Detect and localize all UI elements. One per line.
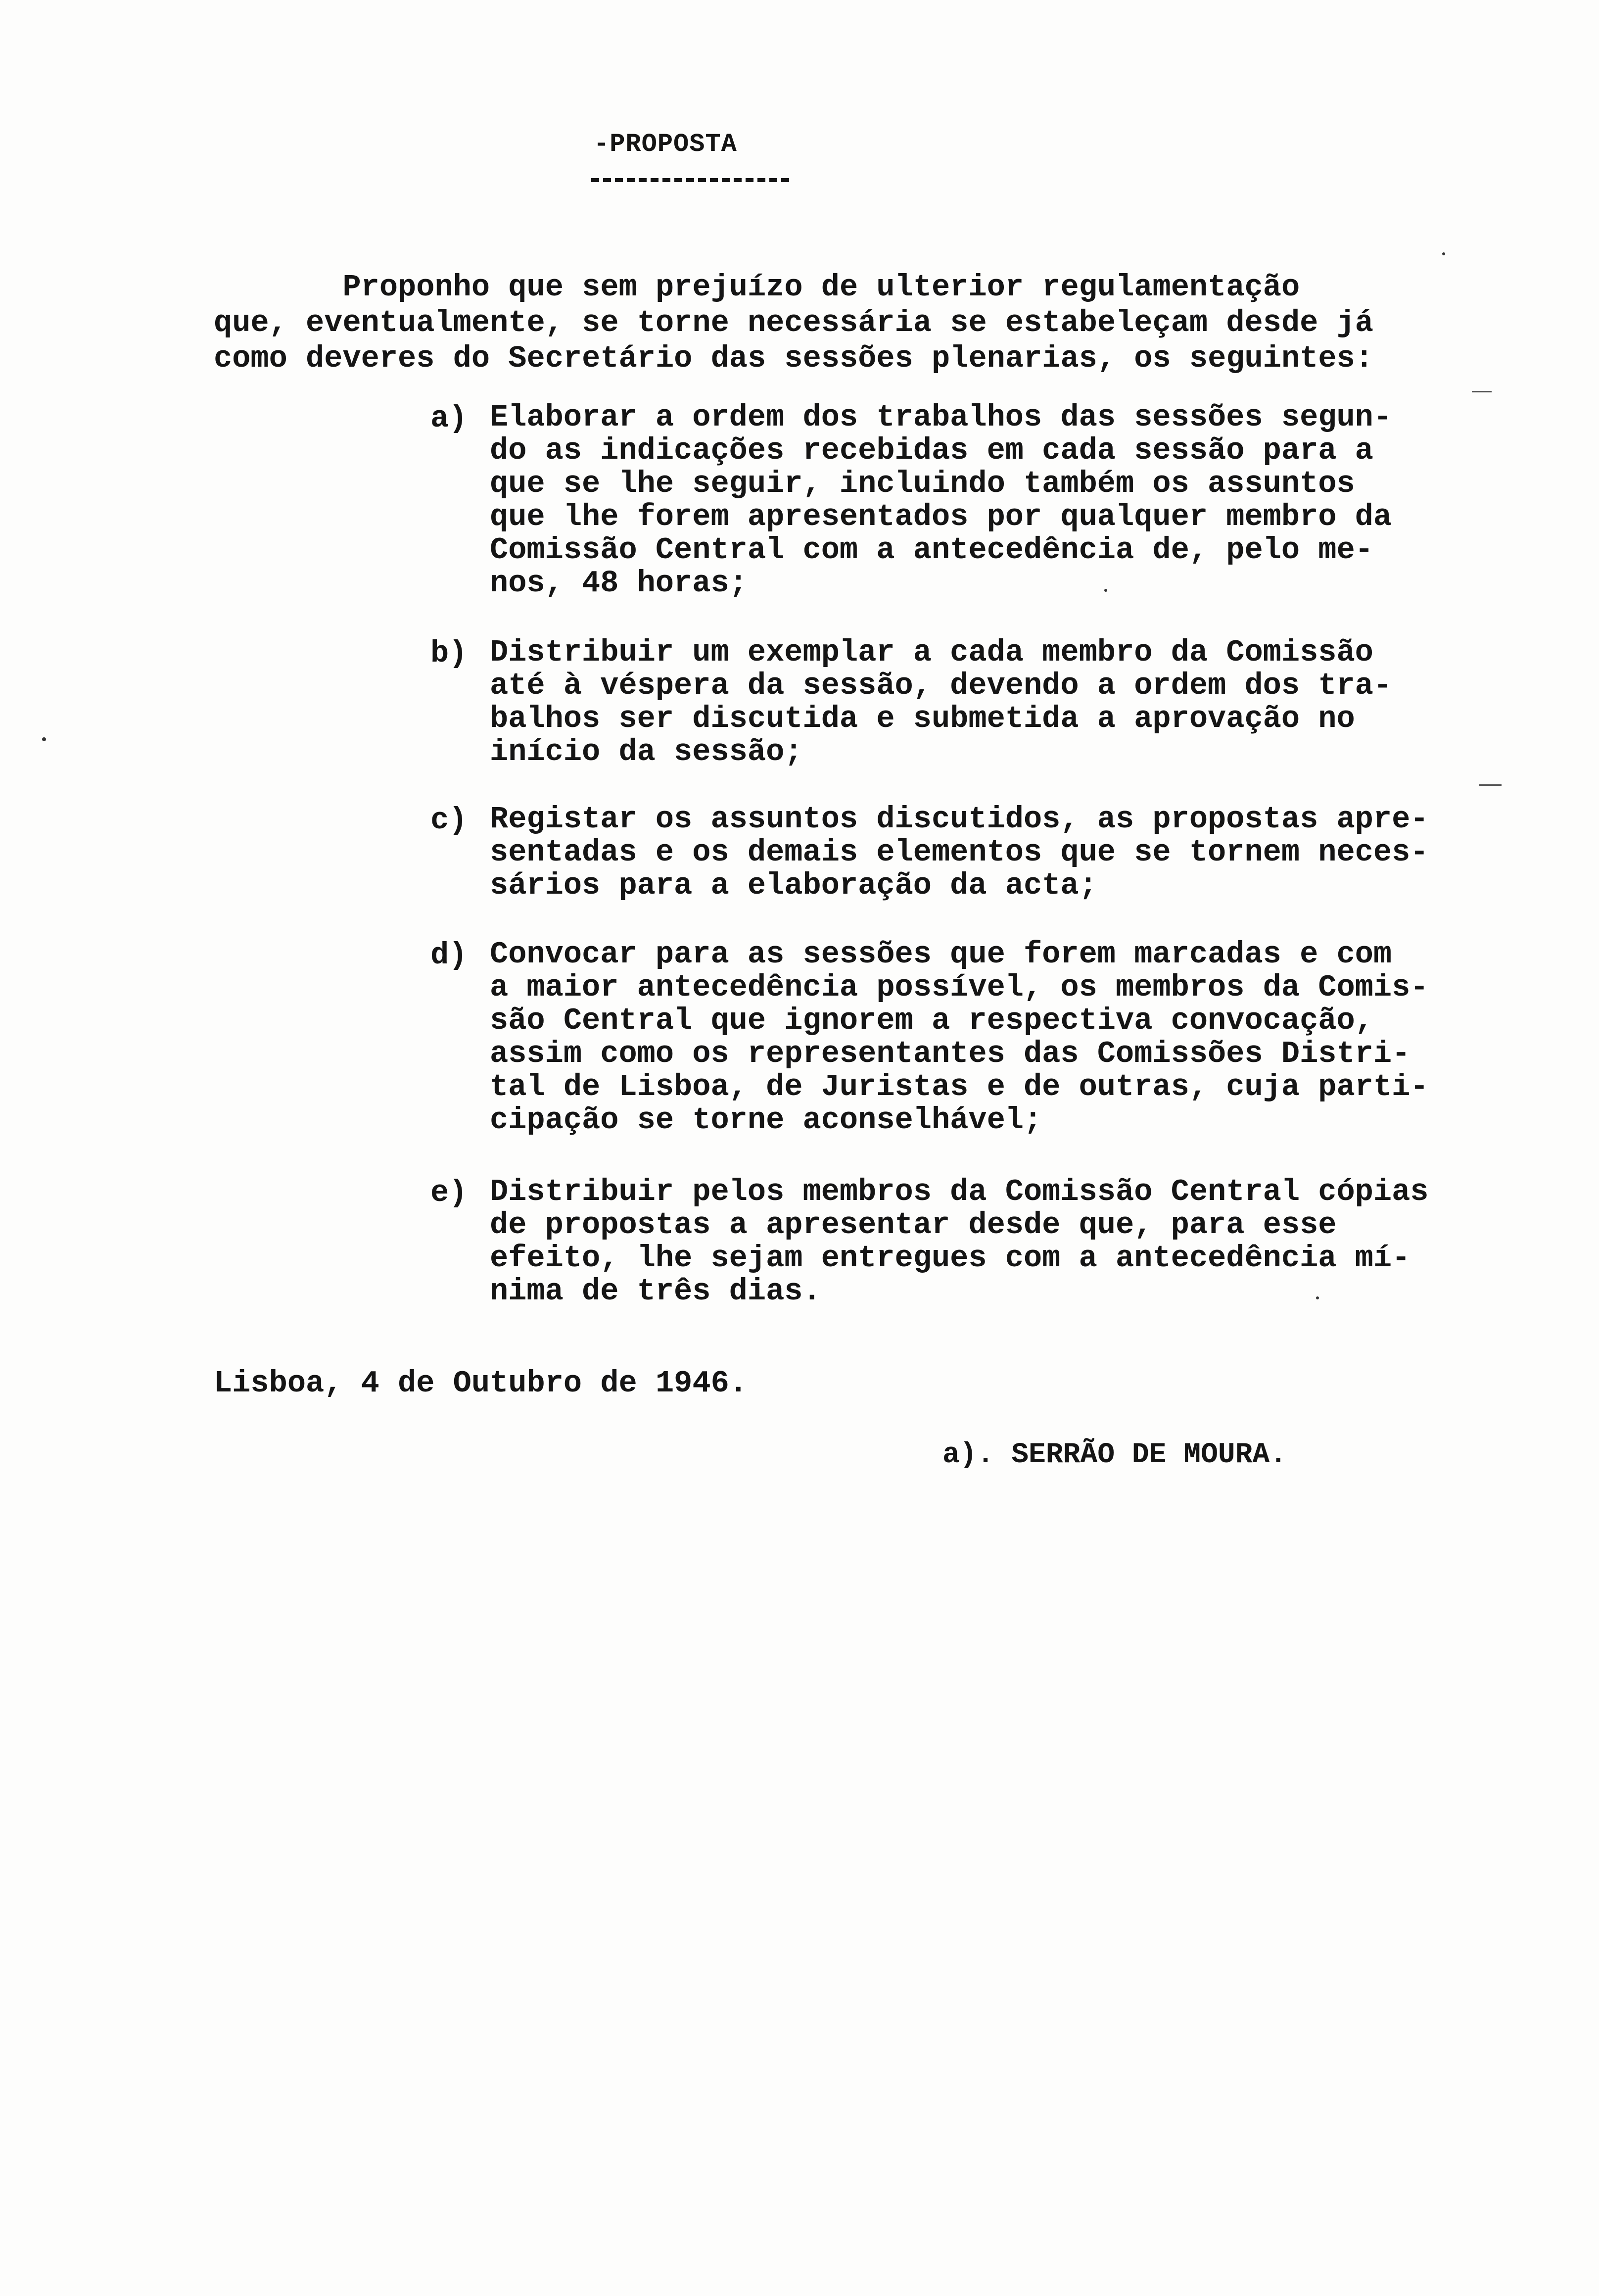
item-line: Elaborar a ordem dos trabalhos das sessões segun- — [490, 400, 1392, 435]
intro-line: Proponho que sem prejuízo de ulterior regulamentação — [214, 270, 1300, 305]
item-line: nima de três dias. — [490, 1274, 821, 1309]
intro-line: que, eventualmente, se torne necessária se estabeleçam desde já — [214, 305, 1373, 340]
item-line: início da sessão; — [490, 734, 803, 769]
item-line: Convocar para as sessões que forem marcadas e com — [490, 937, 1392, 972]
list-item-text — [490, 1175, 1524, 1308]
item-line: até à véspera da sessão, devendo a ordem dos tra- — [490, 668, 1392, 703]
document-date: Lisboa, 4 de Outubro de 1946. — [214, 1366, 748, 1401]
document-title: -PROPOSTA — [594, 130, 737, 159]
list-item-letter: b) — [430, 636, 468, 671]
item-line: tal de Lisboa, de Juristas e de outras, cuja parti- — [490, 1069, 1429, 1104]
item-line: sentadas e os demais elementos que se tornem neces- — [490, 835, 1429, 870]
list-item-text — [490, 636, 1524, 768]
list-item-letter: d) — [430, 938, 468, 973]
intro-paragraph — [214, 270, 1500, 377]
scan-speck — [1316, 1296, 1319, 1299]
scan-mark — [1479, 784, 1502, 786]
item-line: de propostas a apresentar desde que, para esse — [490, 1207, 1337, 1243]
item-line: cipação se torne aconselhável; — [490, 1102, 1042, 1138]
item-line: a maior antecedência possível, os membros da Comis- — [490, 970, 1429, 1005]
list-item-text — [490, 401, 1524, 600]
scan-speck — [1442, 252, 1445, 255]
item-line: Distribuir pelos membros da Comissão Central cópias — [490, 1174, 1429, 1209]
scan-speck — [42, 737, 46, 741]
item-line: balhos ser discutida e submetida a aprovação no — [490, 701, 1355, 736]
list-item-letter: c) — [430, 803, 468, 838]
list-item-text — [490, 803, 1524, 902]
item-line: Comissão Central com a antecedência de, pelo me- — [490, 532, 1373, 568]
item-line: que lhe forem apresentados por qualquer membro da — [490, 499, 1392, 534]
item-line: do as indicações recebidas em cada sessão para a — [490, 433, 1373, 468]
item-line: nos, 48 horas; — [490, 566, 748, 601]
item-line: assim como os representantes das Comissões Distri- — [490, 1036, 1411, 1071]
list-item-text — [490, 938, 1524, 1137]
item-line: Registar os assuntos discutidos, as propostas apre- — [490, 802, 1429, 837]
item-line: que se lhe seguir, incluindo também os assuntos — [490, 466, 1355, 501]
item-line: efeito, lhe sejam entregues com a antecedência mí- — [490, 1241, 1411, 1276]
list-item-letter: e) — [430, 1175, 468, 1210]
scan-mark — [1472, 391, 1492, 392]
item-line: são Central que ignorem a respectiva convocação, — [490, 1003, 1373, 1038]
item-line: sários para a elaboração da acta; — [490, 868, 1097, 903]
list-item-letter: a) — [430, 401, 468, 436]
scan-speck — [1104, 589, 1107, 592]
signature-line: a). SERRÃO DE MOURA. — [942, 1439, 1287, 1471]
intro-line: como deveres do Secretário das sessões plenarias, os seguintes: — [214, 341, 1373, 376]
item-line: Distribuir um exemplar a cada membro da Comissão — [490, 635, 1373, 670]
title-underline — [591, 178, 789, 182]
